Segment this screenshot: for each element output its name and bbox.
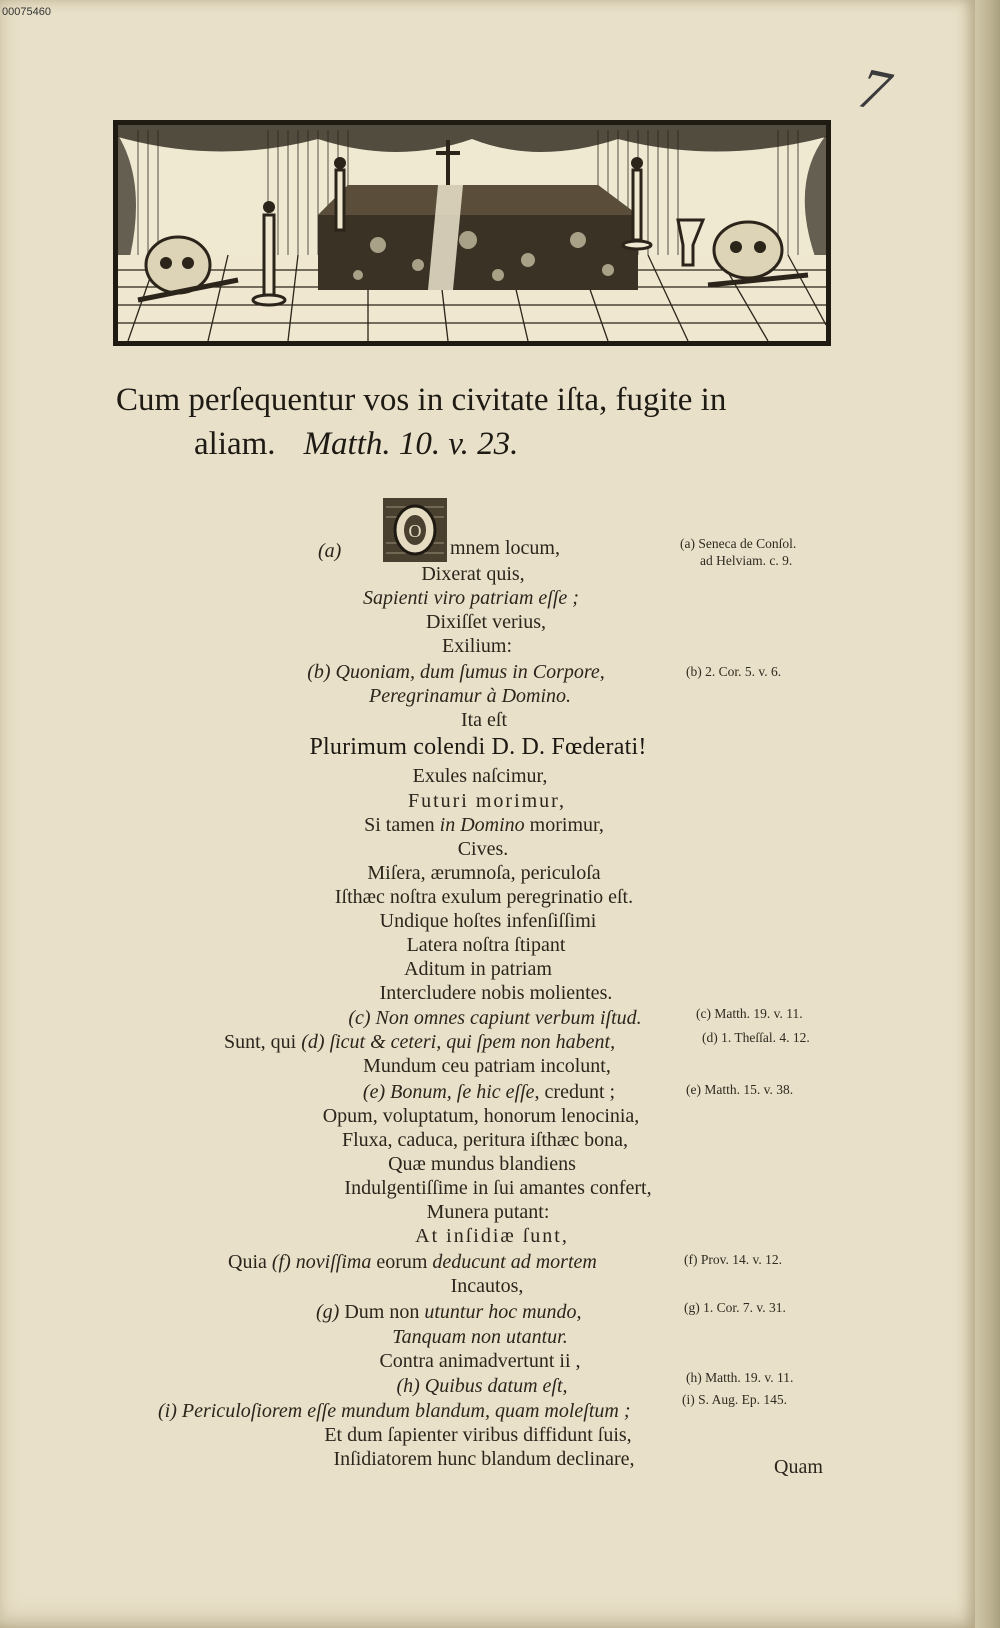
body-line-1: mnem locum, bbox=[450, 537, 560, 559]
body-line-6: (b) Quoniam, dum ſumus in Corpore, bbox=[307, 661, 605, 683]
body-line-30-c: eorum bbox=[376, 1251, 428, 1273]
body-line-21 bbox=[224, 1030, 615, 1054]
body-line-9-address: Plurimum colendi D. D. Fœderati! bbox=[309, 734, 647, 760]
body-line-26: Quæ mundus blandiens bbox=[388, 1153, 576, 1175]
body-line-23-b: hic eſſe bbox=[476, 1081, 535, 1103]
body-line-30-d: deducunt ad mortem bbox=[432, 1251, 597, 1273]
body-line-4: Dixiſſet verius, bbox=[426, 611, 546, 633]
body-line-27: Indulgentiſſime in ſui amantes confert, bbox=[344, 1177, 652, 1199]
body-line-7: Peregrinamur à Domino. bbox=[368, 685, 572, 707]
sidenote-d: (d) 1. Theſſal. 4. 12. bbox=[702, 1030, 810, 1045]
sidenote-c: (c) Matth. 19. v. 11. bbox=[696, 1006, 803, 1021]
body-line-30 bbox=[228, 1250, 597, 1274]
sidenote-h: (h) Matth. 19. v. 11. bbox=[686, 1370, 794, 1385]
page-edge bbox=[975, 0, 1000, 1628]
body-line-18: Aditum in patriam bbox=[404, 958, 552, 980]
body-line-21-a: Sunt, qui bbox=[224, 1031, 297, 1053]
body-line-10: Exules naſcimur, bbox=[412, 765, 548, 787]
sidenote-i: (i) S. Aug. Ep. 145. bbox=[682, 1392, 788, 1407]
headline-scripture-ref: Matth. 10. v. 23. bbox=[303, 426, 519, 462]
body-line-12 bbox=[364, 813, 604, 837]
body-line-12-a: Si tamen bbox=[364, 814, 435, 836]
sidenote-a-cont: ad Helviam. c. 9. bbox=[700, 553, 793, 568]
body-line-29: At inſidiæ ſunt, bbox=[415, 1225, 569, 1247]
body-line-23-a: (e) Bonum, ſe bbox=[362, 1081, 472, 1103]
body-line-21-b: (d) ſicut & ceteri, qui ſpem non habent, bbox=[301, 1031, 616, 1053]
body-line-23 bbox=[363, 1080, 615, 1104]
body-line-12-c: morimur, bbox=[529, 814, 604, 836]
body-line-28: Munera putant: bbox=[426, 1201, 550, 1223]
body-line-32 bbox=[316, 1300, 582, 1324]
body-line-33: Tanquam non utantur. bbox=[392, 1326, 568, 1348]
headline-line-1: Cum perſequentur vos in civitate iſta, fugite in bbox=[116, 382, 727, 418]
body-line-24: Opum, voluptatum, honorum lenocinia, bbox=[322, 1105, 640, 1127]
body-line-15: Iſthæc noſtra exulum peregrinatio eſt. bbox=[334, 886, 634, 908]
body-line-35: (h) Quibus datum eſt, bbox=[396, 1375, 568, 1397]
body-line-34: Contra animadvertunt ii , bbox=[379, 1350, 581, 1372]
woodcut-illustration bbox=[113, 120, 831, 346]
sidenote-b: (b) 2. Cor. 5. v. 6. bbox=[686, 664, 782, 679]
body-line-19: Intercludere nobis molientes. bbox=[379, 982, 613, 1004]
mark-a: (a) bbox=[318, 540, 342, 562]
page-number: 7 bbox=[853, 54, 896, 125]
body-line-3: Sapienti viro patriam eſſe ; bbox=[363, 587, 579, 609]
body-line-25: Fluxa, caduca, peritura iſthæc bona, bbox=[341, 1129, 629, 1151]
body-line-14: Miſera, ærumnoſa, periculoſa bbox=[367, 862, 601, 884]
headline-line-2-text: aliam. bbox=[194, 426, 276, 462]
body-line-20: (c) Non omnes capiunt verbum iſtud. bbox=[348, 1007, 642, 1029]
sidenote-f: (f) Prov. 14. v. 12. bbox=[684, 1252, 782, 1267]
catchword: Quam bbox=[774, 1456, 823, 1478]
body-line-22: Mundum ceu patriam incolunt, bbox=[363, 1055, 611, 1077]
body-line-5: Exilium: bbox=[442, 635, 512, 657]
body-line-38: Inſidiatorem hunc blandum declinare, bbox=[333, 1448, 635, 1470]
body-line-8: Ita eſt bbox=[460, 709, 508, 731]
body-line-37: Et dum ſapienter viribus diffidunt ſuis, bbox=[324, 1424, 632, 1446]
body-line-30-b: (f) noviſſima bbox=[271, 1251, 372, 1273]
body-line-16: Undique hoſtes infenſiſſimi bbox=[379, 910, 597, 932]
body-line-23-c: , credunt ; bbox=[534, 1081, 616, 1103]
body-line-12-b: in Domino bbox=[439, 814, 525, 836]
body-line-30-a: Quia bbox=[228, 1251, 267, 1273]
headline-line-2 bbox=[116, 422, 856, 466]
archive-id: 00075460 bbox=[2, 6, 51, 18]
body-line-36: (i) Periculoſiorem eſſe mundum blandum, quam moleſtum ; bbox=[158, 1400, 631, 1422]
body-line-17: Latera noſtra ſtipant bbox=[406, 934, 566, 956]
headline bbox=[116, 378, 856, 466]
dropcap-letter: O bbox=[408, 521, 422, 541]
body-line-11: Futuri morimur, bbox=[407, 790, 567, 812]
sidenote-a: (a) Seneca de Conſol. bbox=[680, 536, 797, 551]
body-line-31: Incautos, bbox=[450, 1275, 524, 1297]
sidenote-e: (e) Matth. 15. v. 38. bbox=[686, 1082, 794, 1097]
dropcap-o bbox=[382, 497, 448, 563]
body-line-2: Dixerat quis, bbox=[421, 563, 525, 585]
body-line-13: Cives. bbox=[457, 838, 509, 860]
sidenote-g: (g) 1. Cor. 7. v. 31. bbox=[684, 1300, 786, 1315]
body-line-32-b: Dum non bbox=[344, 1301, 420, 1323]
body-line-32-a: (g) bbox=[316, 1301, 340, 1323]
body-line-32-c: utuntur hoc mundo, bbox=[424, 1301, 582, 1323]
